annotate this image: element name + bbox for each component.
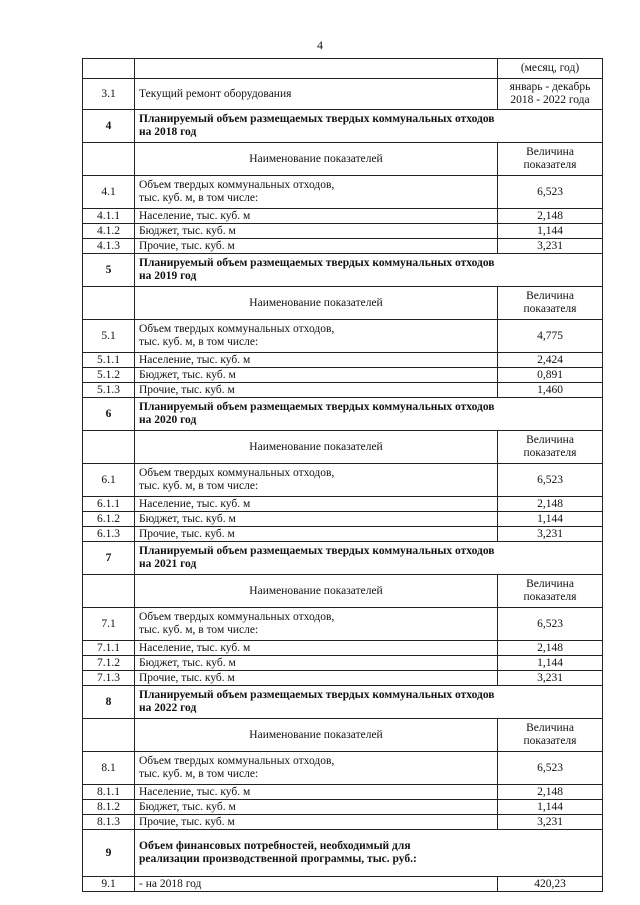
caption-num-cell — [83, 431, 135, 464]
row-name: Объем твердых коммунальных отходов, тыс. куб. м, в том числе: — [135, 608, 498, 641]
column-caption-row — [83, 287, 603, 320]
section-title: Планируемый объем размещаемых твердых коммунальных отходов на 2020 год — [135, 398, 603, 431]
table-row — [83, 512, 603, 527]
row-number: 4.1.2 — [83, 224, 135, 239]
row-number: 7.1.1 — [83, 641, 135, 656]
row-value: 1,144 — [498, 224, 603, 239]
row-name: Бюджет, тыс. куб. м — [135, 224, 498, 239]
row-name: Объем твердых коммунальных отходов, тыс. куб. м, в том числе: — [135, 464, 498, 497]
row-number: 8.1.2 — [83, 800, 135, 815]
section-title: Планируемый объем размещаемых твердых коммунальных отходов на 2018 год — [135, 110, 603, 143]
row-number: 5.1.3 — [83, 383, 135, 398]
row-name: Прочие, тыс. куб. м — [135, 815, 498, 830]
row-value: 2,148 — [498, 641, 603, 656]
row-name: - на 2018 год — [135, 877, 498, 892]
row-value: 3,231 — [498, 815, 603, 830]
row-name: Прочие, тыс. куб. м — [135, 671, 498, 686]
row-name: Бюджет, тыс. куб. м — [135, 512, 498, 527]
row-name: Объем твердых коммунальных отходов, тыс. куб. м, в том числе: — [135, 752, 498, 785]
caption-name: Наименование показателей — [135, 431, 498, 464]
section-number: 8 — [83, 686, 135, 719]
section-number: 5 — [83, 254, 135, 287]
table-row — [83, 671, 603, 686]
table-row — [83, 752, 603, 785]
row-number: 4.1.3 — [83, 239, 135, 254]
table-row — [83, 209, 603, 224]
section-title-row — [83, 830, 603, 877]
row-name: Прочие, тыс. куб. м — [135, 527, 498, 542]
row-value: январь - декабрь 2018 - 2022 года — [498, 79, 603, 110]
row-value: 3,231 — [498, 671, 603, 686]
table-row — [83, 497, 603, 512]
row-value: 2,148 — [498, 785, 603, 800]
row-value: 6,523 — [498, 176, 603, 209]
row-name: Население, тыс. куб. м — [135, 785, 498, 800]
caption-num-cell — [83, 575, 135, 608]
table-row — [83, 815, 603, 830]
caption-value: Величина показателя — [498, 719, 603, 752]
table-row — [83, 464, 603, 497]
table-row — [83, 785, 603, 800]
caption-value: Величина показателя — [498, 431, 603, 464]
row-value: 0,891 — [498, 368, 603, 383]
row-name: Население, тыс. куб. м — [135, 353, 498, 368]
table-row — [83, 368, 603, 383]
caption-num-cell — [83, 143, 135, 176]
table-row — [83, 239, 603, 254]
header-num-cell — [83, 59, 135, 79]
row-name: Население, тыс. куб. м — [135, 641, 498, 656]
section-title-row — [83, 254, 603, 287]
row-name: Прочие, тыс. куб. м — [135, 239, 498, 254]
section-title-row — [83, 686, 603, 719]
section-title: Объем финансовых потребностей, необходимый для реализации производственной программы, тыс. руб.: — [135, 830, 603, 877]
table-row — [83, 656, 603, 671]
row-number: 5.1.1 — [83, 353, 135, 368]
row-value: 1,144 — [498, 512, 603, 527]
row-number: 7.1.3 — [83, 671, 135, 686]
column-caption-row — [83, 719, 603, 752]
row-name: Прочие, тыс. куб. м — [135, 383, 498, 398]
row-value: 3,231 — [498, 239, 603, 254]
caption-value: Величина показателя — [498, 575, 603, 608]
row-value: 2,424 — [498, 353, 603, 368]
section-title: Планируемый объем размещаемых твердых коммунальных отходов на 2019 год — [135, 254, 603, 287]
column-caption-row — [83, 575, 603, 608]
row-name: Объем твердых коммунальных отходов, тыс. куб. м, в том числе: — [135, 320, 498, 353]
column-caption-row — [83, 143, 603, 176]
row-number: 8.1 — [83, 752, 135, 785]
section-number: 7 — [83, 542, 135, 575]
row-value: 3,231 — [498, 527, 603, 542]
caption-name: Наименование показателей — [135, 575, 498, 608]
section-title-row — [83, 542, 603, 575]
row-number: 7.1.2 — [83, 656, 135, 671]
row-value: 1,144 — [498, 800, 603, 815]
table-row — [83, 224, 603, 239]
section-number: 9 — [83, 830, 135, 877]
table-row — [83, 800, 603, 815]
row-number: 9.1 — [83, 877, 135, 892]
row-value: 1,144 — [498, 656, 603, 671]
row-number: 6.1.1 — [83, 497, 135, 512]
row-value: 6,523 — [498, 752, 603, 785]
row-value: 6,523 — [498, 464, 603, 497]
table-row — [83, 176, 603, 209]
table-row — [83, 79, 603, 110]
caption-name: Наименование показателей — [135, 287, 498, 320]
column-caption-row — [83, 431, 603, 464]
page-number: 4 — [317, 38, 323, 52]
table-row — [83, 383, 603, 398]
row-number: 4.1 — [83, 176, 135, 209]
caption-name: Наименование показателей — [135, 719, 498, 752]
header-name-cell — [135, 59, 498, 79]
section-title: Планируемый объем размещаемых твердых коммунальных отходов на 2022 год — [135, 686, 603, 719]
row-number: 5.1 — [83, 320, 135, 353]
row-name: Население, тыс. куб. м — [135, 209, 498, 224]
row-name: Бюджет, тыс. куб. м — [135, 368, 498, 383]
table-row — [83, 320, 603, 353]
row-number: 6.1.3 — [83, 527, 135, 542]
row-name: Население, тыс. куб. м — [135, 497, 498, 512]
row-name: Текущий ремонт оборудования — [135, 79, 498, 110]
section-number: 6 — [83, 398, 135, 431]
caption-name: Наименование показателей — [135, 143, 498, 176]
row-number: 7.1 — [83, 608, 135, 641]
row-number: 4.1.1 — [83, 209, 135, 224]
caption-num-cell — [83, 287, 135, 320]
section-title-row — [83, 110, 603, 143]
caption-num-cell — [83, 719, 135, 752]
row-value: 2,148 — [498, 497, 603, 512]
table-row — [83, 353, 603, 368]
row-name: Объем твердых коммунальных отходов, тыс. куб. м, в том числе: — [135, 176, 498, 209]
row-value: 420,23 — [498, 877, 603, 892]
header-value-cell: (месяц, год) — [498, 59, 603, 79]
section-title: Планируемый объем размещаемых твердых коммунальных отходов на 2021 год — [135, 542, 603, 575]
row-value: 1,460 — [498, 383, 603, 398]
table-row — [83, 877, 603, 892]
row-number: 6.1 — [83, 464, 135, 497]
row-value: 6,523 — [498, 608, 603, 641]
row-number: 5.1.2 — [83, 368, 135, 383]
table-row — [83, 641, 603, 656]
program-table — [82, 58, 603, 892]
row-number: 3.1 — [83, 79, 135, 110]
section-number: 4 — [83, 110, 135, 143]
row-number: 6.1.2 — [83, 512, 135, 527]
table-row — [83, 608, 603, 641]
row-name: Бюджет, тыс. куб. м — [135, 800, 498, 815]
row-number: 8.1.3 — [83, 815, 135, 830]
caption-value: Величина показателя — [498, 143, 603, 176]
row-value: 4,775 — [498, 320, 603, 353]
caption-value: Величина показателя — [498, 287, 603, 320]
row-number: 8.1.1 — [83, 785, 135, 800]
table-header-row — [83, 59, 603, 79]
section-title-row — [83, 398, 603, 431]
table-row — [83, 527, 603, 542]
row-value: 2,148 — [498, 209, 603, 224]
row-name: Бюджет, тыс. куб. м — [135, 656, 498, 671]
